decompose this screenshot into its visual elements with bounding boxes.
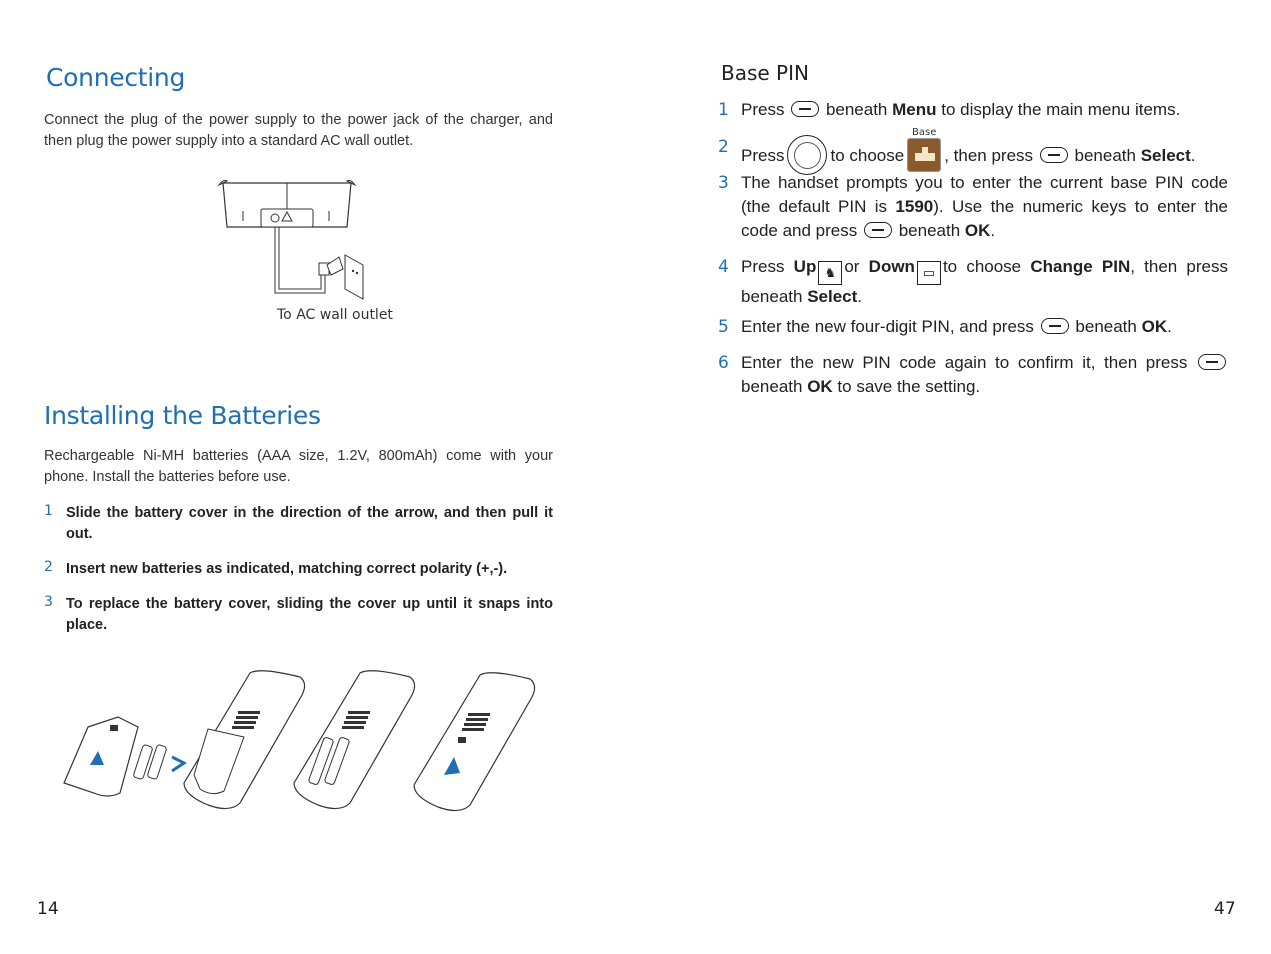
battery-step-1 [44, 503, 553, 547]
left-page [0, 0, 635, 954]
up-label: Up [793, 257, 817, 276]
down-label: Down [868, 257, 915, 276]
step-number: 6 [718, 353, 729, 373]
word-beneath: beneath [1075, 317, 1137, 336]
connecting-title: Connecting [46, 63, 186, 92]
word-press: Press [741, 146, 785, 165]
ok-label: OK [1141, 317, 1168, 336]
battery-step-2 [44, 559, 553, 581]
step-number: 2 [44, 559, 53, 575]
charger-illustration [215, 175, 375, 305]
pin-step-1 [718, 98, 1228, 122]
word-or: or [844, 257, 860, 276]
step-number: 4 [718, 257, 729, 277]
step5-text: Enter the new four-digit PIN, and press [741, 317, 1034, 336]
softkey-icon [791, 101, 819, 117]
change-pin-label: Change PIN [1030, 257, 1131, 276]
word-then-press: , then press [944, 146, 1034, 165]
batteries-intro: Rechargeable Ni-MH batteries (AAA size, 1.2V, 800mAh) come with your phone. Install the batteries before use. [44, 448, 553, 485]
step3-part-a: The handset prompts you to enter the current base PIN code (the default PIN is [741, 173, 1228, 216]
step-number: 2 [718, 137, 729, 157]
ok-label: OK [964, 221, 991, 240]
pin-step-6 [718, 351, 1228, 399]
word-beneath: beneath [825, 100, 888, 119]
connecting-text: Connect the plug of the power supply to the power jack of the charger, and then plug the power supply into a standard AC wall outlet. [44, 112, 553, 149]
step-text [741, 351, 1228, 399]
word-to-choose: to choose [942, 257, 1022, 276]
step-number: 3 [718, 173, 729, 193]
step-text: Insert new batteries as indicated, matching correct polarity (+,-). [66, 561, 508, 577]
step-number: 1 [718, 100, 729, 120]
word-beneath: beneath [1074, 146, 1136, 165]
step1-rest: to display the main menu items. [941, 100, 1181, 119]
base-menu-icon [907, 127, 941, 172]
step-number: 3 [44, 594, 53, 610]
select-label: Select [807, 287, 858, 306]
step3-part-b: ). Use the numeric keys to enter the code and press [741, 197, 1229, 240]
pin-step-3 [718, 171, 1228, 243]
step-text: Enter the new four-digit PIN, and press beneath OK. [741, 317, 1172, 336]
select-label: Select [1140, 146, 1191, 165]
word-beneath: beneath [741, 287, 803, 306]
word-press: Press [741, 100, 785, 119]
base-icon-label: Base [912, 127, 937, 138]
figure-caption: To AC wall outlet [277, 307, 393, 323]
ok-label: OK [807, 377, 833, 396]
step-text: To replace the battery cover, sliding the cover up until it snaps into place. [66, 596, 553, 633]
word-press: Press [741, 257, 785, 276]
softkey-icon [1040, 147, 1068, 163]
step-text: The handset prompts you to enter the current base PIN code (the default PIN is 1590). Use the numeric keys to enter the code and press beneath OK. [741, 173, 1229, 240]
page-number-right: 47 [1214, 899, 1236, 919]
word-beneath: beneath [898, 221, 961, 240]
word-to-choose: to choose [830, 146, 905, 165]
base-icon [907, 138, 941, 172]
softkey-icon [864, 222, 892, 238]
batteries-title: Installing the Batteries [44, 401, 321, 430]
softkey-icon [1198, 354, 1226, 370]
step-text [741, 98, 1228, 122]
pin-step-4 [718, 255, 1228, 306]
word-beneath: beneath [741, 377, 803, 396]
step-text: Slide the battery cover in the direction of the arrow, and then pull it out. [66, 505, 553, 542]
step6-rest: to save the setting. [837, 377, 981, 396]
base-pin-title: Base PIN [721, 61, 809, 85]
menu-label: Menu [892, 100, 937, 119]
battery-step-3 [44, 594, 553, 638]
step-number: 5 [718, 317, 729, 337]
step6-text: Enter the new PIN code again to confirm it, then press [741, 353, 1188, 372]
softkey-icon [1041, 318, 1069, 334]
right-page [635, 0, 1271, 954]
default-pin: 1590 [895, 197, 934, 216]
step-text: Press Up ♞ or Down ▭ to choose Change PIN, then press beneath Select. [741, 257, 1228, 306]
step-text: Press to choose Base , then press beneath Select. [741, 135, 1228, 175]
up-key-icon: ♞ [818, 261, 842, 285]
pin-step-5 [718, 315, 1228, 339]
navigation-key-icon [787, 135, 827, 175]
page-number-left: 14 [37, 899, 59, 919]
battery-installation-illustration [60, 665, 540, 820]
down-key-icon: ▭ [917, 261, 941, 285]
word-then-press: , then press [1130, 257, 1228, 276]
pin-step-2 [718, 127, 1228, 165]
step-number: 1 [44, 503, 53, 519]
